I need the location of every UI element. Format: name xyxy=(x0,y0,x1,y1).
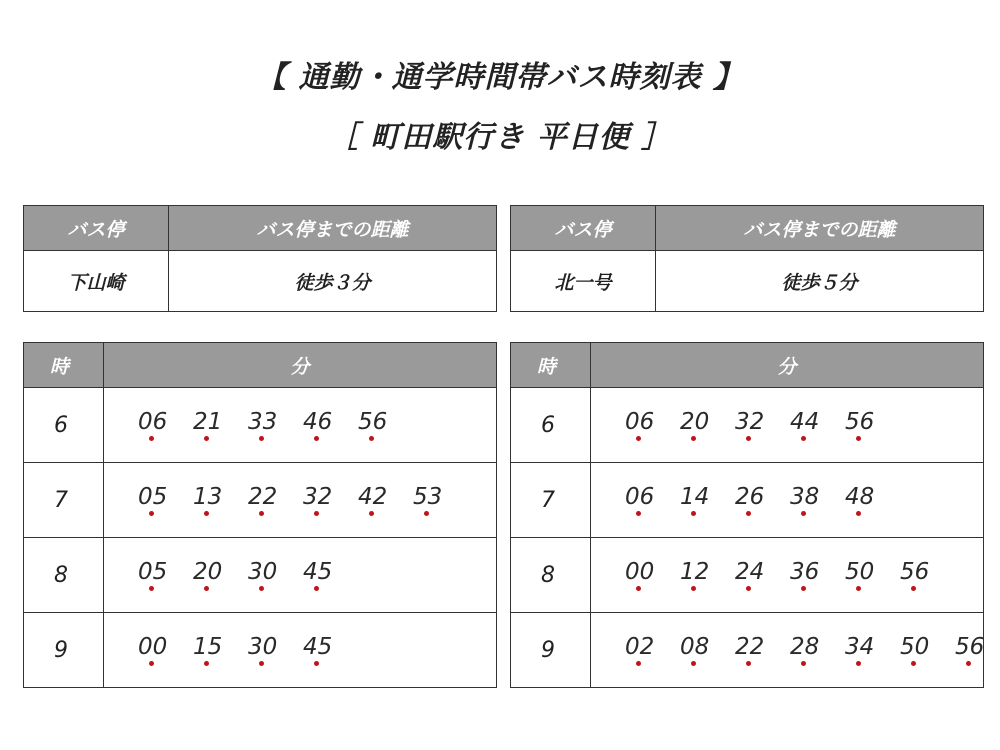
dot-icon xyxy=(911,586,916,591)
departure-minute-text: 05 xyxy=(138,559,168,585)
walking-distance: 徒歩３分 xyxy=(169,251,497,312)
departure-minute xyxy=(248,634,303,666)
page-title: 【 通勤・通学時間帯バス時刻表 】 xyxy=(256,60,744,95)
departure-minute-text: 21 xyxy=(193,409,223,435)
dot-icon xyxy=(314,511,319,516)
dot-icon xyxy=(856,436,861,441)
departure-minute xyxy=(790,559,845,591)
departure-minute-text: 28 xyxy=(790,634,820,660)
dot-icon xyxy=(691,511,696,516)
dot-icon xyxy=(856,661,861,666)
departure-minute-text: 45 xyxy=(303,559,333,585)
hour-cell: 8 xyxy=(24,538,104,613)
minutes-cell xyxy=(104,613,497,688)
minutes-cell xyxy=(591,613,984,688)
departure-minute xyxy=(680,559,735,591)
dot-icon xyxy=(204,586,209,591)
walking-distance: 徒歩５分 xyxy=(656,251,984,312)
departure-minute-text: 08 xyxy=(680,634,710,660)
bus-stop-table-right xyxy=(510,205,984,312)
departure-minute-text: 20 xyxy=(193,559,223,585)
departure-minute-text: 42 xyxy=(358,484,388,510)
minutes-cell xyxy=(591,388,984,463)
dot-icon xyxy=(966,661,971,666)
hour-cell: 7 xyxy=(24,463,104,538)
departure-minute xyxy=(248,559,303,591)
dot-icon xyxy=(746,661,751,666)
departure-minute-text: 22 xyxy=(248,484,278,510)
hour-cell: 6 xyxy=(511,388,591,463)
hour-cell: 9 xyxy=(511,613,591,688)
departure-minute xyxy=(248,409,303,441)
dot-icon xyxy=(856,511,861,516)
hour-cell: 8 xyxy=(511,538,591,613)
timetable-row xyxy=(24,388,497,463)
bus-stop-name: 下山崎 xyxy=(24,251,169,312)
minutes-cell xyxy=(591,538,984,613)
departure-minute xyxy=(138,634,193,666)
departure-minute-text: 00 xyxy=(625,559,655,585)
dot-icon xyxy=(911,661,916,666)
departure-minute-text: 06 xyxy=(625,409,655,435)
departure-minute xyxy=(625,484,680,516)
departure-minute xyxy=(845,634,900,666)
timetable-row xyxy=(24,613,497,688)
departure-minute-text: 36 xyxy=(790,559,820,585)
minutes-cell xyxy=(104,538,497,613)
departure-minute xyxy=(625,634,680,666)
departure-minute xyxy=(138,559,193,591)
dot-icon xyxy=(691,661,696,666)
dot-icon xyxy=(314,586,319,591)
dot-icon xyxy=(746,436,751,441)
timetable-row xyxy=(24,463,497,538)
dot-icon xyxy=(369,511,374,516)
minutes-cell xyxy=(591,463,984,538)
departure-minute xyxy=(625,409,680,441)
header-hour: 時 xyxy=(24,343,104,388)
header-distance: バス停までの距離 xyxy=(169,206,497,251)
dot-icon xyxy=(259,661,264,666)
departure-minute-text: 32 xyxy=(303,484,333,510)
dot-icon xyxy=(204,661,209,666)
timetable-right xyxy=(510,342,984,688)
departure-minute xyxy=(845,409,900,441)
minutes-cell xyxy=(104,388,497,463)
departure-minute-text: 05 xyxy=(138,484,168,510)
departure-minute-text: 34 xyxy=(845,634,875,660)
dot-icon xyxy=(691,586,696,591)
header-minute: 分 xyxy=(104,343,497,388)
departure-minute-text: 33 xyxy=(248,409,278,435)
timetable-row xyxy=(24,538,497,613)
departure-minute xyxy=(303,409,358,441)
dot-icon xyxy=(204,511,209,516)
dot-icon xyxy=(746,586,751,591)
header-hour: 時 xyxy=(511,343,591,388)
dot-icon xyxy=(636,436,641,441)
minutes-cell xyxy=(104,463,497,538)
timetable-row xyxy=(511,613,984,688)
timetable-left xyxy=(23,342,497,688)
header-minute: 分 xyxy=(591,343,984,388)
departure-minute xyxy=(193,559,248,591)
header-bus-stop: バス停 xyxy=(511,206,656,251)
dot-icon xyxy=(691,436,696,441)
departure-minute-text: 00 xyxy=(138,634,168,660)
departure-minute-text: 15 xyxy=(193,634,223,660)
dot-icon xyxy=(259,586,264,591)
dot-icon xyxy=(149,511,154,516)
departure-minute-text: 44 xyxy=(790,409,820,435)
departure-minute-text: 56 xyxy=(845,409,875,435)
departure-minute xyxy=(248,484,303,516)
timetable-row xyxy=(511,538,984,613)
departure-minute-text: 45 xyxy=(303,634,333,660)
dot-icon xyxy=(801,511,806,516)
departure-minute xyxy=(680,484,735,516)
departure-minute-text: 48 xyxy=(845,484,875,510)
departure-minute xyxy=(413,484,468,516)
departure-minute xyxy=(680,634,735,666)
departure-minute xyxy=(735,409,790,441)
departure-minute xyxy=(790,409,845,441)
departure-minute xyxy=(900,634,955,666)
dot-icon xyxy=(149,436,154,441)
departure-minute-text: 56 xyxy=(955,634,985,660)
departure-minute xyxy=(358,409,413,441)
departure-minute xyxy=(138,484,193,516)
departure-minute xyxy=(845,559,900,591)
departure-minute xyxy=(845,484,900,516)
dot-icon xyxy=(369,436,374,441)
departure-minute xyxy=(358,484,413,516)
departure-minute-text: 26 xyxy=(735,484,765,510)
dot-icon xyxy=(149,661,154,666)
dot-icon xyxy=(259,436,264,441)
bus-stop-table-left xyxy=(23,205,497,312)
page-subtitle: ［ 町田駅行き 平日便 ］ xyxy=(327,120,673,155)
departure-minute xyxy=(790,484,845,516)
dot-icon xyxy=(801,586,806,591)
dot-icon xyxy=(636,661,641,666)
departure-minute xyxy=(680,409,735,441)
departure-minute xyxy=(193,634,248,666)
dot-icon xyxy=(149,586,154,591)
departure-minute-text: 50 xyxy=(900,634,930,660)
departure-minute-text: 46 xyxy=(303,409,333,435)
header-bus-stop: バス停 xyxy=(24,206,169,251)
dot-icon xyxy=(314,436,319,441)
departure-minute-text: 30 xyxy=(248,634,278,660)
departure-minute xyxy=(735,484,790,516)
departure-minute xyxy=(193,409,248,441)
departure-minute-text: 14 xyxy=(680,484,710,510)
departure-minute xyxy=(625,559,680,591)
dot-icon xyxy=(204,436,209,441)
departure-minute-text: 20 xyxy=(680,409,710,435)
departure-minute-text: 30 xyxy=(248,559,278,585)
departure-minute xyxy=(303,634,358,666)
timetable-row xyxy=(511,388,984,463)
departure-minute xyxy=(735,634,790,666)
departure-minute-text: 06 xyxy=(138,409,168,435)
departure-minute xyxy=(790,634,845,666)
hour-cell: 7 xyxy=(511,463,591,538)
dot-icon xyxy=(801,436,806,441)
departure-minute xyxy=(193,484,248,516)
departure-minute-text: 53 xyxy=(413,484,443,510)
departure-minute-text: 02 xyxy=(625,634,655,660)
departure-minute-text: 24 xyxy=(735,559,765,585)
departure-minute-text: 38 xyxy=(790,484,820,510)
departure-minute xyxy=(735,559,790,591)
departure-minute-text: 22 xyxy=(735,634,765,660)
timetable-row xyxy=(511,463,984,538)
departure-minute-text: 12 xyxy=(680,559,710,585)
departure-minute xyxy=(955,634,1000,666)
dot-icon xyxy=(801,661,806,666)
bus-stop-name: 北一号 xyxy=(511,251,656,312)
dot-icon xyxy=(314,661,319,666)
departure-minute-text: 50 xyxy=(845,559,875,585)
dot-icon xyxy=(856,586,861,591)
departure-minute-text: 56 xyxy=(358,409,388,435)
dot-icon xyxy=(636,586,641,591)
dot-icon xyxy=(636,511,641,516)
departure-minute-text: 06 xyxy=(625,484,655,510)
departure-minute xyxy=(138,409,193,441)
hour-cell: 6 xyxy=(24,388,104,463)
departure-minute-text: 32 xyxy=(735,409,765,435)
departure-minute-text: 13 xyxy=(193,484,223,510)
dot-icon xyxy=(424,511,429,516)
dot-icon xyxy=(746,511,751,516)
departure-minute xyxy=(303,559,358,591)
header-distance: バス停までの距離 xyxy=(656,206,984,251)
departure-minute-text: 56 xyxy=(900,559,930,585)
departure-minute xyxy=(303,484,358,516)
hour-cell: 9 xyxy=(24,613,104,688)
departure-minute xyxy=(900,559,955,591)
dot-icon xyxy=(259,511,264,516)
